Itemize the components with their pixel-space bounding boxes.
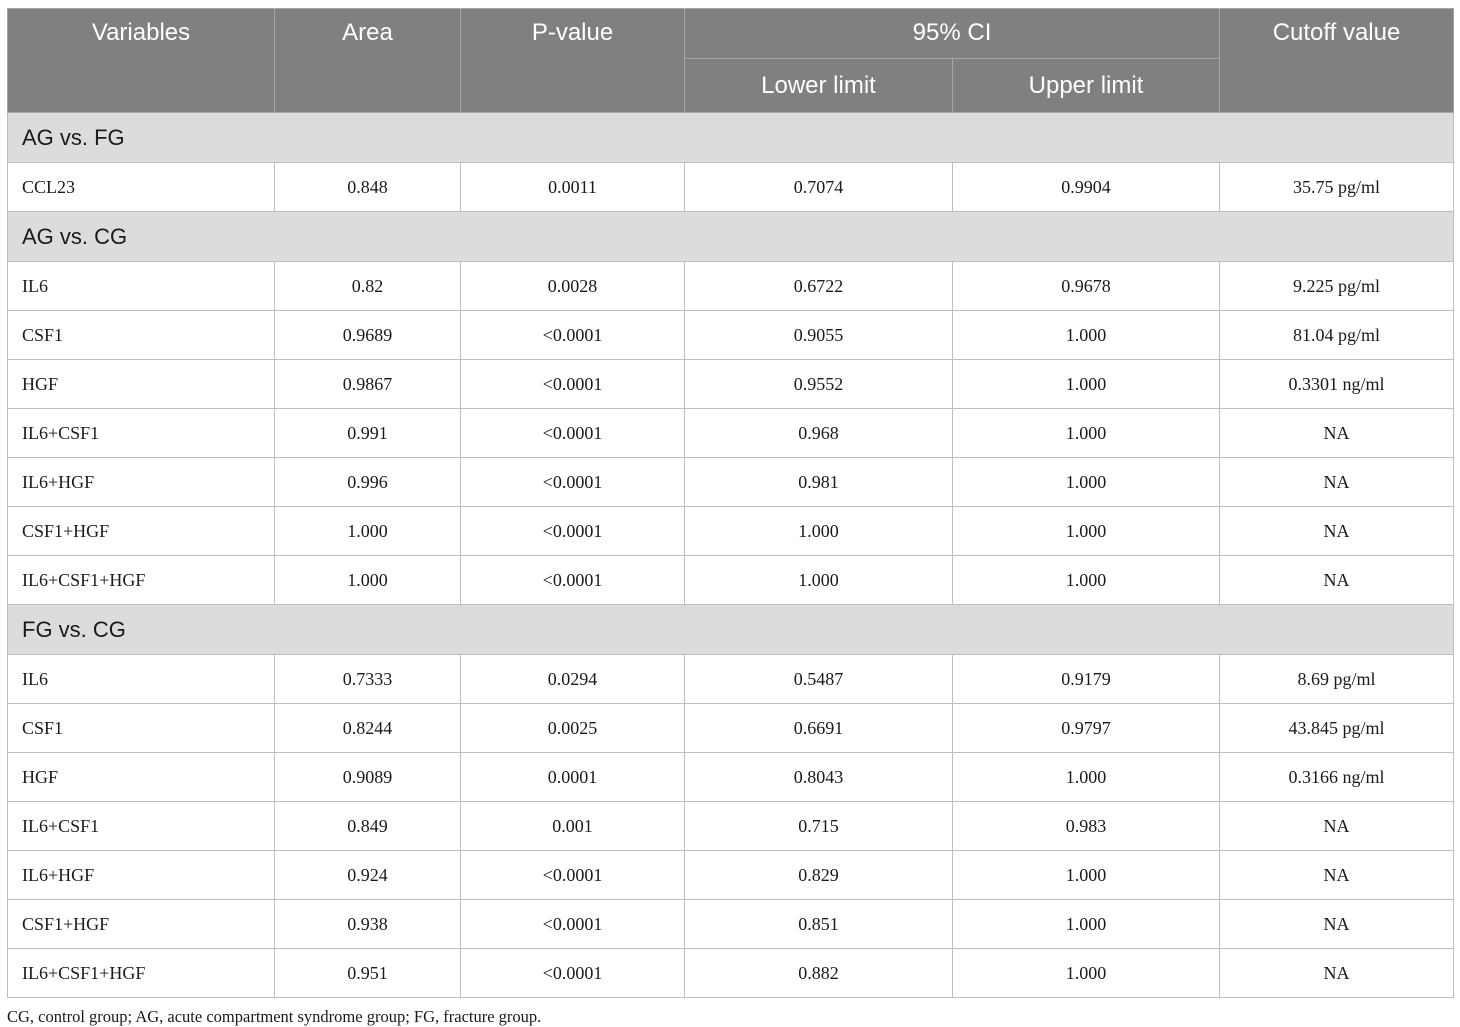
- lower-limit-cell: 0.981: [685, 458, 953, 507]
- variable-cell: HGF: [8, 753, 275, 802]
- cutoff-cell: NA: [1220, 802, 1454, 851]
- header-lower-limit: Lower limit: [685, 59, 953, 113]
- upper-limit-cell: 0.9797: [953, 704, 1220, 753]
- pvalue-cell: <0.0001: [461, 458, 685, 507]
- variable-cell: IL6+CSF1+HGF: [8, 949, 275, 998]
- area-cell: 0.848: [275, 163, 461, 212]
- roc-results-table: [7, 8, 1454, 998]
- area-cell: 0.9089: [275, 753, 461, 802]
- pvalue-cell: 0.0025: [461, 704, 685, 753]
- table-row: [8, 163, 1454, 212]
- lower-limit-cell: 0.7074: [685, 163, 953, 212]
- table-row: [8, 949, 1454, 998]
- header-pvalue: P-value: [461, 9, 685, 113]
- variable-cell: CSF1: [8, 704, 275, 753]
- upper-limit-cell: 0.9179: [953, 655, 1220, 704]
- pvalue-cell: <0.0001: [461, 851, 685, 900]
- lower-limit-cell: 1.000: [685, 507, 953, 556]
- group-header-row: [8, 605, 1454, 655]
- upper-limit-cell: 1.000: [953, 311, 1220, 360]
- upper-limit-cell: 1.000: [953, 360, 1220, 409]
- header-cutoff: Cutoff value: [1220, 9, 1454, 113]
- upper-limit-cell: 1.000: [953, 507, 1220, 556]
- area-cell: 0.849: [275, 802, 461, 851]
- area-cell: 0.8244: [275, 704, 461, 753]
- table-row: [8, 556, 1454, 605]
- upper-limit-cell: 1.000: [953, 900, 1220, 949]
- cutoff-cell: NA: [1220, 556, 1454, 605]
- cutoff-cell: NA: [1220, 409, 1454, 458]
- table-row: [8, 409, 1454, 458]
- table-row: [8, 802, 1454, 851]
- variable-cell: IL6+CSF1: [8, 409, 275, 458]
- lower-limit-cell: 0.851: [685, 900, 953, 949]
- upper-limit-cell: 1.000: [953, 458, 1220, 507]
- cutoff-cell: NA: [1220, 900, 1454, 949]
- lower-limit-cell: 0.9552: [685, 360, 953, 409]
- variable-cell: CCL23: [8, 163, 275, 212]
- table-row: [8, 704, 1454, 753]
- pvalue-cell: 0.0011: [461, 163, 685, 212]
- cutoff-cell: 8.69 pg/ml: [1220, 655, 1454, 704]
- lower-limit-cell: 0.5487: [685, 655, 953, 704]
- table-row: [8, 360, 1454, 409]
- group-title: AG vs. CG: [8, 212, 1454, 262]
- cutoff-cell: 0.3301 ng/ml: [1220, 360, 1454, 409]
- upper-limit-cell: 1.000: [953, 753, 1220, 802]
- table-row: [8, 655, 1454, 704]
- cutoff-cell: NA: [1220, 507, 1454, 556]
- variable-cell: IL6+HGF: [8, 458, 275, 507]
- cutoff-cell: NA: [1220, 949, 1454, 998]
- table-body: [8, 113, 1454, 998]
- variable-cell: IL6+CSF1+HGF: [8, 556, 275, 605]
- pvalue-cell: <0.0001: [461, 949, 685, 998]
- results-table-container: [7, 8, 1453, 1027]
- table-row: [8, 262, 1454, 311]
- lower-limit-cell: 0.829: [685, 851, 953, 900]
- pvalue-cell: <0.0001: [461, 507, 685, 556]
- table-row: [8, 458, 1454, 507]
- area-cell: 1.000: [275, 507, 461, 556]
- upper-limit-cell: 0.9678: [953, 262, 1220, 311]
- area-cell: 0.951: [275, 949, 461, 998]
- pvalue-cell: <0.0001: [461, 311, 685, 360]
- cutoff-cell: 9.225 pg/ml: [1220, 262, 1454, 311]
- variable-cell: IL6+HGF: [8, 851, 275, 900]
- pvalue-cell: 0.0294: [461, 655, 685, 704]
- upper-limit-cell: 1.000: [953, 949, 1220, 998]
- table-row: [8, 900, 1454, 949]
- lower-limit-cell: 0.882: [685, 949, 953, 998]
- lower-limit-cell: 0.9055: [685, 311, 953, 360]
- table-row: [8, 311, 1454, 360]
- cutoff-cell: 43.845 pg/ml: [1220, 704, 1454, 753]
- pvalue-cell: <0.0001: [461, 556, 685, 605]
- table-row: [8, 507, 1454, 556]
- area-cell: 0.82: [275, 262, 461, 311]
- pvalue-cell: <0.0001: [461, 900, 685, 949]
- cutoff-cell: 81.04 pg/ml: [1220, 311, 1454, 360]
- upper-limit-cell: 1.000: [953, 409, 1220, 458]
- area-cell: 0.9689: [275, 311, 461, 360]
- area-cell: 0.7333: [275, 655, 461, 704]
- area-cell: 0.938: [275, 900, 461, 949]
- group-title: AG vs. FG: [8, 113, 1454, 163]
- group-title: FG vs. CG: [8, 605, 1454, 655]
- pvalue-cell: <0.0001: [461, 360, 685, 409]
- cutoff-cell: 35.75 pg/ml: [1220, 163, 1454, 212]
- table-row: [8, 851, 1454, 900]
- pvalue-cell: <0.0001: [461, 409, 685, 458]
- lower-limit-cell: 0.968: [685, 409, 953, 458]
- area-cell: 0.924: [275, 851, 461, 900]
- variable-cell: IL6+CSF1: [8, 802, 275, 851]
- area-cell: 1.000: [275, 556, 461, 605]
- variable-cell: CSF1: [8, 311, 275, 360]
- lower-limit-cell: 0.8043: [685, 753, 953, 802]
- table-header: [8, 9, 1454, 113]
- table-row: [8, 753, 1454, 802]
- area-cell: 0.996: [275, 458, 461, 507]
- cutoff-cell: 0.3166 ng/ml: [1220, 753, 1454, 802]
- lower-limit-cell: 0.6722: [685, 262, 953, 311]
- pvalue-cell: 0.0028: [461, 262, 685, 311]
- pvalue-cell: 0.001: [461, 802, 685, 851]
- lower-limit-cell: 0.715: [685, 802, 953, 851]
- area-cell: 0.991: [275, 409, 461, 458]
- upper-limit-cell: 0.983: [953, 802, 1220, 851]
- pvalue-cell: 0.0001: [461, 753, 685, 802]
- table-footnote: CG, control group; AG, acute compartment syndrome group; FG, fracture group.: [7, 1007, 542, 1026]
- header-ci: 95% CI: [685, 9, 1220, 59]
- variable-cell: CSF1+HGF: [8, 900, 275, 949]
- upper-limit-cell: 0.9904: [953, 163, 1220, 212]
- group-header-row: [8, 212, 1454, 262]
- upper-limit-cell: 1.000: [953, 851, 1220, 900]
- header-upper-limit: Upper limit: [953, 59, 1220, 113]
- lower-limit-cell: 0.6691: [685, 704, 953, 753]
- header-variables: Variables: [8, 9, 275, 113]
- header-area: Area: [275, 9, 461, 113]
- cutoff-cell: NA: [1220, 458, 1454, 507]
- area-cell: 0.9867: [275, 360, 461, 409]
- variable-cell: HGF: [8, 360, 275, 409]
- group-header-row: [8, 113, 1454, 163]
- variable-cell: IL6: [8, 655, 275, 704]
- cutoff-cell: NA: [1220, 851, 1454, 900]
- variable-cell: CSF1+HGF: [8, 507, 275, 556]
- upper-limit-cell: 1.000: [953, 556, 1220, 605]
- lower-limit-cell: 1.000: [685, 556, 953, 605]
- variable-cell: IL6: [8, 262, 275, 311]
